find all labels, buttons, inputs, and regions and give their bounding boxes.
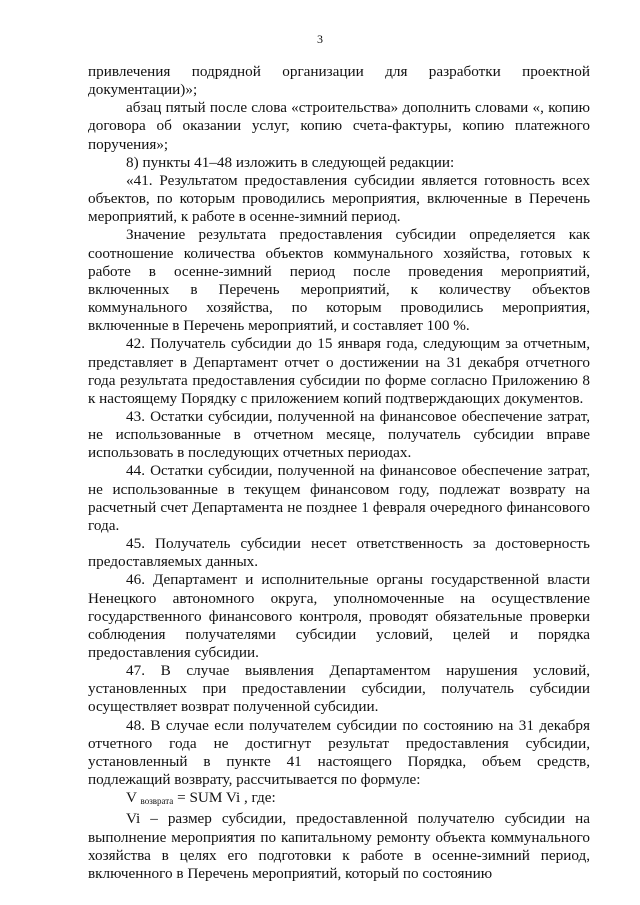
formula-v: V bbox=[126, 789, 137, 807]
paragraph: Vi – размер субсидии, предоставленной получателю субсидии на выполнение мероприятия по капитальному ремонту объекта коммунального хозяйства в целях его подготовки к работе в осенне-зимний период, включенного в Перечень мероприятий, который по состоянию bbox=[88, 810, 590, 882]
paragraph: 44. Остатки субсидии, полученной на финансовое обеспечение затрат, не использованные в текущем финансовом году, подлежат возврату на расчетный счет Департамента не позднее 1 февраля очередного финансового года. bbox=[88, 462, 590, 534]
paragraph: «41. Результатом предоставления субсидии является готовность всех объектов, по которым проводились мероприятия, включенные в Перечень мероприятий, к работе в осенне-зимний период. bbox=[88, 171, 590, 226]
paragraph: 42. Получатель субсидии до 15 января года, следующим за отчетным, представляет в Департамент отчет о достижении на 31 декабря отчетного года результата предоставления субсидии по форме согласно Приложению 8 к настоящему Порядку с приложением копий подтверждающих документов. bbox=[88, 335, 590, 407]
paragraph: 48. В случае если получателем субсидии по состоянию на 31 декабря отчетного года не достигнут результат предоставления субсидии, установленный в пункте 41 настоящего Порядка, объем средств, подлежащий возврату, рассчитывается по формуле: bbox=[88, 716, 590, 789]
paragraph: 45. Получатель субсидии несет ответственность за достоверность предоставляемых данных. bbox=[88, 535, 590, 571]
document-body bbox=[88, 63, 590, 883]
page-number: 3 bbox=[317, 32, 323, 46]
paragraph: Значение результата предоставления субсидии определяется как соотношение количества объектов коммунального хозяйства, готовых к работе в осенне-зимний период после проведения мероприятий, включенных в Перечень мероприятий, к количеству объектов коммунального хозяйства, по которым проводились мероприятия, включенные в Перечень мероприятий, и составляет 100 %. bbox=[88, 226, 590, 335]
formula-rest: = SUM Vi , где: bbox=[173, 789, 276, 807]
formula-subscript: возврата bbox=[140, 796, 174, 807]
paragraph: абзац пятый после слова «строительства» дополнить словами «, копию договора об оказании услуг, копию счета-фактуры, копию платежного поручения»; bbox=[88, 99, 590, 153]
paragraph: привлечения подрядной организации для разработки проектной документации)»; bbox=[88, 63, 590, 99]
paragraph: 8) пункты 41–48 изложить в следующей редакции: bbox=[126, 153, 455, 171]
formula-line bbox=[88, 789, 590, 810]
paragraph: 47. В случае выявления Департаментом нарушения условий, установленных при предоставлении субсидии, получатель субсидии осуществляет возврат полученной субсидии. bbox=[88, 662, 590, 716]
paragraph: 43. Остатки субсидии, полученной на финансовое обеспечение затрат, не использованные в отчетном месяце, получатель субсидии вправе использовать в последующих отчетных периодах. bbox=[88, 407, 590, 462]
paragraph: 46. Департамент и исполнительные органы государственной власти Ненецкого автономного округа, уполномоченные на осуществление государственного финансового контроля, проводят обязательные проверки соблюдения получателями субсидии условий, целей и порядка предоставления субсидии. bbox=[88, 571, 590, 661]
